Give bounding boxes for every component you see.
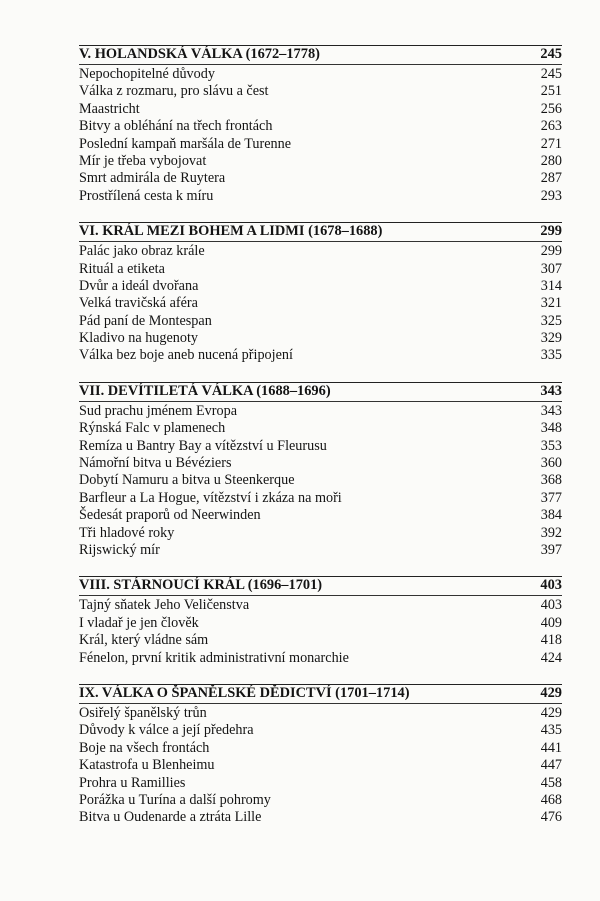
toc-entry bbox=[79, 809, 562, 826]
toc-entry-page-number: 392 bbox=[540, 524, 562, 541]
toc-entry bbox=[79, 472, 562, 489]
toc-entry-page-number: 397 bbox=[540, 541, 562, 558]
toc-entry bbox=[79, 507, 562, 524]
chapter-title: VI. KRÁL MEZI BOHEM A LIDMI (1678–1688) bbox=[79, 223, 383, 240]
toc-section bbox=[79, 576, 562, 667]
toc-entry-label: Prohra u Ramillies bbox=[79, 774, 186, 791]
toc-entry-label: Válka bez boje aneb nucená připojení bbox=[79, 347, 293, 364]
toc-entry-label: Pád paní de Montespan bbox=[79, 312, 212, 329]
toc-entry bbox=[79, 650, 562, 667]
toc-entry bbox=[79, 330, 562, 347]
toc-entry-page-number: 293 bbox=[540, 187, 562, 204]
toc-entry-label: Bitva u Oudenarde a ztráta Lille bbox=[79, 809, 262, 826]
toc-entry-page-number: 280 bbox=[540, 152, 562, 169]
toc-entry-page-number: 271 bbox=[540, 135, 562, 152]
toc-entry-page-number: 251 bbox=[540, 83, 562, 100]
toc-entry-label: Palác jako obraz krále bbox=[79, 243, 205, 260]
toc-entry-page-number: 263 bbox=[540, 118, 562, 135]
toc-entry-label: Kladivo na hugenoty bbox=[79, 330, 198, 347]
toc-entry-label: I vladař je jen člověk bbox=[79, 614, 199, 631]
toc-entry-page-number: 424 bbox=[540, 649, 562, 666]
toc-entry-label: Tajný sňatek Jeho Veličenstva bbox=[79, 597, 250, 614]
toc-entry bbox=[79, 118, 562, 135]
chapter-heading bbox=[79, 576, 562, 594]
toc-entry bbox=[79, 757, 562, 774]
toc-entry-label: Dobytí Namuru a bitva u Steenkerque bbox=[79, 472, 295, 489]
chapter-page-number: 245 bbox=[540, 46, 562, 62]
chapter-heading bbox=[79, 684, 562, 702]
toc-entry-page-number: 418 bbox=[540, 632, 562, 649]
toc-entry bbox=[79, 101, 562, 118]
toc-entry bbox=[79, 542, 562, 559]
toc-entry-page-number: 329 bbox=[540, 330, 562, 347]
toc-entry-label: Námořní bitva u Bévéziers bbox=[79, 455, 232, 472]
chapter-title: VIII. STÁRNOUCÍ KRÁL (1696–1701) bbox=[79, 577, 323, 594]
chapter-heading-row bbox=[79, 576, 562, 596]
toc-entry-label: Poslední kampaň maršála de Turenne bbox=[79, 135, 291, 152]
toc-entry-page-number: 245 bbox=[540, 66, 562, 82]
chapter-title: V. HOLANDSKÁ VÁLKA (1672–1778) bbox=[79, 46, 320, 62]
toc-entry-label: Šedesát praporů od Neerwinden bbox=[79, 507, 261, 524]
toc-entry-label: Válka z rozmaru, pro slávu a čest bbox=[79, 83, 269, 100]
toc-entry-label: Dvůr a ideál dvořana bbox=[79, 277, 199, 294]
chapter-page-number: 299 bbox=[540, 223, 562, 240]
toc-entry-label: Porážka u Turína a další pohromy bbox=[79, 791, 271, 808]
toc-entry-label: Fénelon, první kritik administrativní monarchie bbox=[79, 649, 349, 666]
toc-entry bbox=[79, 420, 562, 437]
chapter-heading bbox=[79, 45, 562, 63]
toc-entry-page-number: 287 bbox=[540, 170, 562, 187]
toc-entry-page-number: 307 bbox=[540, 260, 562, 277]
toc-entry bbox=[79, 740, 562, 757]
toc-entry bbox=[79, 403, 562, 420]
toc-entry bbox=[79, 153, 562, 170]
chapter-heading-row bbox=[79, 222, 562, 242]
toc-entry-label: Prostřílená cesta k míru bbox=[79, 187, 214, 204]
toc-entry bbox=[79, 347, 562, 364]
toc-entry-page-number: 343 bbox=[540, 402, 562, 419]
toc-entry bbox=[79, 170, 562, 187]
toc-entry-label: Barfleur a La Hogue, vítězství i zkáza na moři bbox=[79, 489, 342, 506]
toc-entry bbox=[79, 597, 562, 614]
chapter-heading-row bbox=[79, 45, 562, 65]
toc-entry-page-number: 256 bbox=[540, 100, 562, 117]
toc-entry-label: Tři hladové roky bbox=[79, 524, 175, 541]
toc-entry-page-number: 325 bbox=[540, 312, 562, 329]
chapter-title: IX. VÁLKA O ŠPANĚLSKÉ DĚDICTVÍ (1701–1714) bbox=[79, 684, 410, 701]
toc-entry-label: Král, který vládne sám bbox=[79, 632, 209, 649]
toc-entry-label: Maastricht bbox=[79, 100, 140, 117]
toc-entry bbox=[79, 83, 562, 100]
toc-entry-page-number: 377 bbox=[540, 489, 562, 506]
toc-entry bbox=[79, 136, 562, 153]
toc-section bbox=[79, 684, 562, 827]
toc-entry-label: Nepochopitelné důvody bbox=[79, 66, 215, 82]
toc-entry bbox=[79, 490, 562, 507]
toc-entry-page-number: 458 bbox=[540, 774, 562, 791]
chapter-heading bbox=[79, 222, 562, 240]
toc-entry bbox=[79, 722, 562, 739]
chapter-heading-row bbox=[79, 382, 562, 402]
chapter-page-number: 429 bbox=[540, 684, 562, 701]
toc-entry bbox=[79, 525, 562, 542]
toc-entry-label: Remíza u Bantry Bay a vítězství u Fleurusu bbox=[79, 437, 327, 454]
toc-entry-label: Rijswický mír bbox=[79, 541, 160, 558]
toc-entry-label: Osiřelý španělský trůn bbox=[79, 704, 207, 721]
toc-entry-page-number: 360 bbox=[540, 455, 562, 472]
toc-entry-page-number: 348 bbox=[540, 420, 562, 437]
toc-entry-page-number: 435 bbox=[540, 722, 562, 739]
toc-entry-label: Rituál a etiketa bbox=[79, 260, 165, 277]
toc-entry-page-number: 299 bbox=[540, 243, 562, 260]
toc-entry-page-number: 314 bbox=[540, 277, 562, 294]
toc-entry-page-number: 429 bbox=[540, 704, 562, 721]
toc-entry-page-number: 468 bbox=[540, 791, 562, 808]
toc-entry-page-number: 403 bbox=[540, 597, 562, 614]
toc-section bbox=[79, 382, 562, 560]
toc-entry-page-number: 321 bbox=[540, 295, 562, 312]
toc-entry bbox=[79, 313, 562, 330]
toc-entry-page-number: 384 bbox=[540, 507, 562, 524]
toc-entry bbox=[79, 261, 562, 278]
toc-entry-label: Sud prachu jménem Evropa bbox=[79, 402, 237, 419]
toc-entry bbox=[79, 775, 562, 792]
chapter-page-number: 403 bbox=[540, 577, 562, 594]
chapter-heading-row bbox=[79, 684, 562, 704]
toc-entry bbox=[79, 705, 562, 722]
toc-entry bbox=[79, 455, 562, 472]
toc-entry bbox=[79, 792, 562, 809]
toc-entry bbox=[79, 278, 562, 295]
toc-entry-page-number: 447 bbox=[540, 757, 562, 774]
toc-entry bbox=[79, 295, 562, 312]
toc-entry-label: Mír je třeba vybojovat bbox=[79, 152, 207, 169]
toc-entry-page-number: 476 bbox=[540, 809, 562, 826]
toc-entry-label: Rýnská Falc v plamenech bbox=[79, 420, 226, 437]
toc-section bbox=[79, 222, 562, 365]
toc-entry bbox=[79, 438, 562, 455]
chapter-page-number: 343 bbox=[540, 382, 562, 399]
toc-entry-page-number: 335 bbox=[540, 347, 562, 364]
toc-entry-label: Katastrofa u Blenheimu bbox=[79, 757, 215, 774]
toc-section bbox=[79, 45, 562, 205]
toc-entry-page-number: 353 bbox=[540, 437, 562, 454]
table-of-contents bbox=[79, 45, 562, 844]
toc-entry bbox=[79, 243, 562, 260]
toc-entry-page-number: 409 bbox=[540, 614, 562, 631]
toc-entry-label: Boje na všech frontách bbox=[79, 739, 210, 756]
toc-entry-page-number: 368 bbox=[540, 472, 562, 489]
toc-entry-label: Smrt admirála de Ruytera bbox=[79, 170, 226, 187]
toc-entry-page-number: 441 bbox=[540, 739, 562, 756]
toc-entry-label: Důvody k válce a její předehra bbox=[79, 722, 254, 739]
toc-entry bbox=[79, 66, 562, 83]
toc-entry bbox=[79, 188, 562, 205]
chapter-heading bbox=[79, 382, 562, 400]
toc-entry bbox=[79, 615, 562, 632]
toc-entry-label: Velká travičská aféra bbox=[79, 295, 198, 312]
toc-entry-label: Bitvy a obléhání na třech frontách bbox=[79, 118, 273, 135]
toc-entry bbox=[79, 632, 562, 649]
chapter-title: VII. DEVÍTILETÁ VÁLKA (1688–1696) bbox=[79, 382, 331, 399]
